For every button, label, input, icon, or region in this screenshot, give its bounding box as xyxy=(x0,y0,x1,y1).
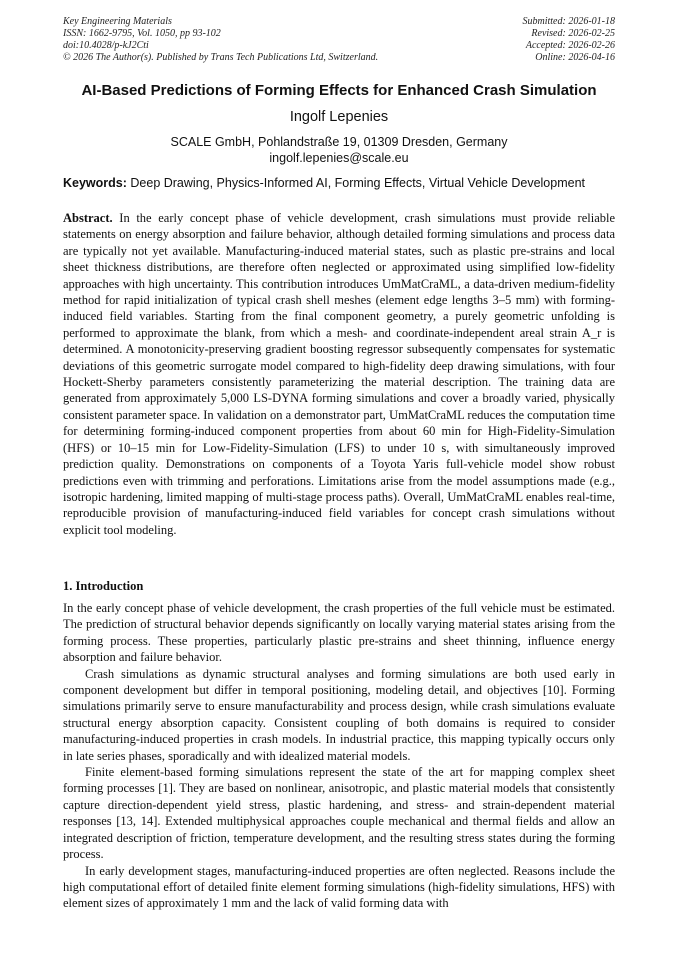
journal-header-right xyxy=(523,16,616,64)
revised-date: Revised: 2026-02-25 xyxy=(531,28,615,39)
abstract-label: Abstract. xyxy=(63,211,113,225)
introduction-body xyxy=(63,600,615,912)
doi-line: doi:10.4028/p-kJ2Cti xyxy=(63,40,149,51)
author-email: ingolf.lepenies@scale.eu xyxy=(269,151,409,165)
paper-title: AI-Based Predictions of Forming Effects for Enhanced Crash Simulation xyxy=(81,82,597,99)
online-date: Online: 2026-04-16 xyxy=(535,52,615,63)
keywords-label: Keywords: xyxy=(63,176,127,190)
keywords-list: Deep Drawing, Physics-Informed AI, Forming Effects, Virtual Vehicle Development xyxy=(130,176,585,190)
paragraph: In the early concept phase of vehicle development, the crash properties of the full vehicle must be estimated. The prediction of structural behavior depends significantly on locally varying material states arising from the forming process. These properties, particularly plastic pre-strains and sheet thinning, influence energy absorption and failure behavior. xyxy=(63,601,615,665)
submitted-date: Submitted: 2026-01-18 xyxy=(522,16,615,27)
keywords-line xyxy=(63,175,615,191)
paragraph: Crash simulations as dynamic structural analyses and forming simulations are both used early in component development but differ in temporal positioning, modeling detail, and objectives [10]. Forming simulations primarily serve to ensure manufacturability and process design, while crash simulations evaluate structural energy absorption capacity. Consistent coupling of both domains is required to consider manufacturing-induced properties in crash models. In industrial practice, this mapping typically occurs only in late series phases, sporadically and with idealized material models. xyxy=(63,666,615,763)
journal-header-left xyxy=(63,16,378,64)
accepted-date: Accepted: 2026-02-26 xyxy=(525,40,615,51)
author-affiliation: SCALE GmbH, Pohlandstraße 19, 01309 Dresden, Germany xyxy=(170,135,508,149)
paragraph: Finite element-based forming simulations represent the state of the art for mapping complex sheet forming processes [1]. They are based on nonlinear, anisotropic, and plastic material models that consistently capture direction-dependent yield stress, plastic hardening, and stress- and strain-dependent material responses [13, 14]. Extended multiphysical approaches couple mechanical and thermal fields and allow an integrated description of friction, temperature development, and the resulting stress states during the forming process. xyxy=(63,765,615,862)
section-heading-introduction: 1. Introduction xyxy=(63,579,144,593)
abstract-text: In the early concept phase of vehicle development, crash simulations must provide reliable statements on energy absorption and failure behavior, although detailed forming simulations and process data are typically not yet available. Manufacturing-induced material states, such as plastic pre-strains and local sheet thickness distributions, are therefore often neglected or approximated using simplified low-fidelity approaches with high uncertainty. This contribution introduces UmMatCraML, a data-driven medium-fidelity method for rapid initialization of typical crash shell meshes (element edge lengths 3–5 mm) with forming-induced field variables. Starting from the final component geometry, a purely geometric unfolding is performed to approximate the blank, from which a mesh- and coordinate-independent areal strain A_r is determined. A monotonicity-preserving gradient boosting regressor subsequently compensates for systematic deviations of this geometric surrogate model compared to high-fidelity deep drawing simulations, with four Hockett-Sherby parameters consistently parameterizing the material description. The training data are generated from approximately 5,000 LS-DYNA forming simulations and cover a broadly varied, physically consistent parameter space. In validation on a demonstrator part, UmMatCraML reduces the computation time for determining forming-induced component properties from about 60 min for High-Fidelity-Simulation (HFS) or 10–15 min for Low-Fidelity-Simulation (LFS) to under 10 s, with simultaneously improved prediction quality. Demonstrations on components of a Toyota Yaris full-vehicle model show robust predictions even with trimming and perforations. Limitations arise from the model assumptions made (e.g., isotropic hardening, limited mapping of multi-stage process paths). Overall, UmMatCraML enables real-time, reproducible provision of manufacturing-induced field variables for concept crash simulations without explicit tool modeling. xyxy=(63,211,616,537)
abstract-block xyxy=(63,210,615,538)
author-name: Ingolf Lepenies xyxy=(289,109,389,125)
copyright-line: © 2026 The Author(s). Published by Trans Tech Publications Ltd, Switzerland. xyxy=(63,52,379,63)
paragraph: In early development stages, manufacturing-induced properties are often neglected. Reasons include the high computational effort of detailed finite element forming simulations (high-fidelity simulations, HFS) with element sizes of approximately 1 mm and the lack of valid forming data with xyxy=(63,863,615,911)
issn-line: ISSN: 1662-9795, Vol. 1050, pp 93-102 xyxy=(63,28,221,39)
journal-name: Key Engineering Materials xyxy=(63,16,172,27)
